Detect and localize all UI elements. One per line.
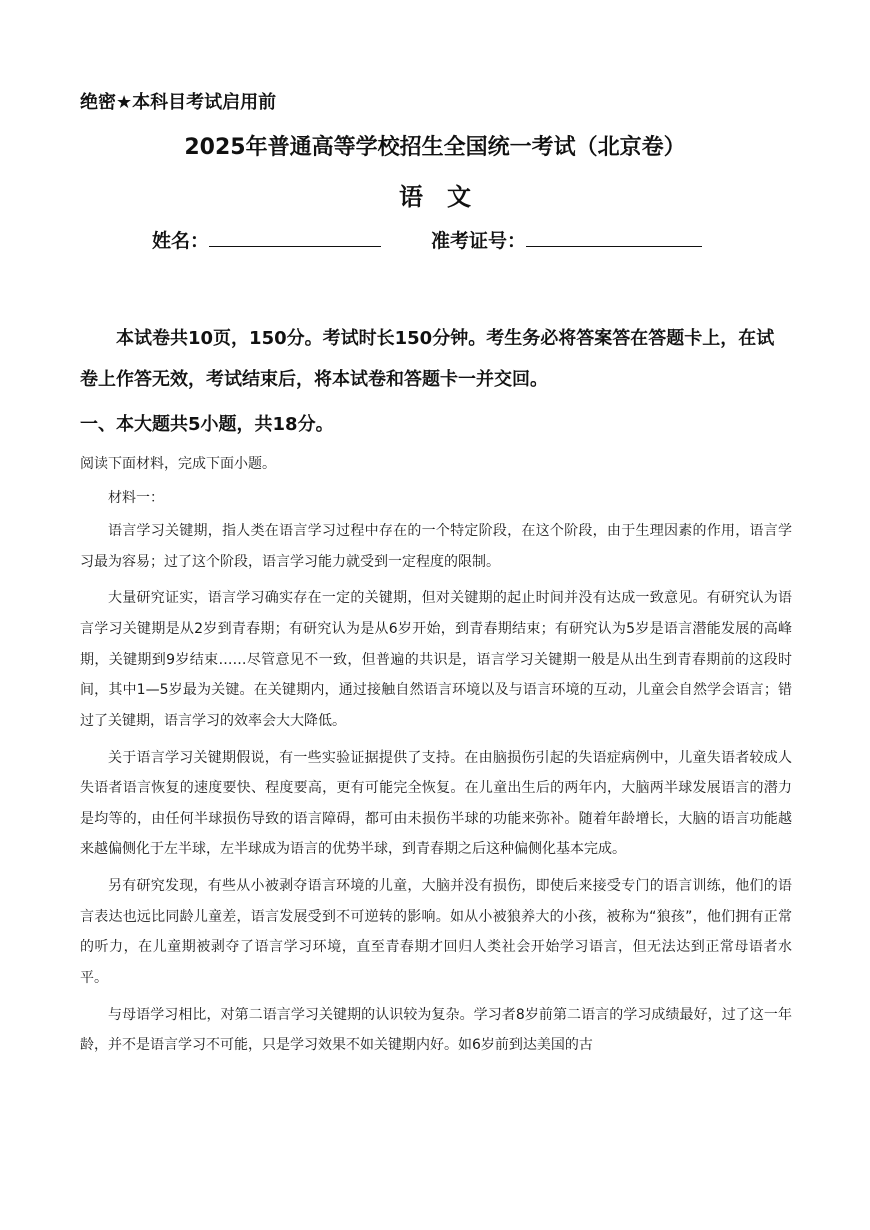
name-label: 姓名： xyxy=(152,230,210,252)
exam-title: 2025年普通高等学校招生全国统一考试（北京卷） xyxy=(184,135,686,160)
name-blank-line xyxy=(209,228,381,247)
material-text xyxy=(80,516,792,1067)
id-label: 准考证号： xyxy=(431,230,527,252)
candidate-info-row xyxy=(152,228,702,254)
paragraph: 语言学习关键期，指人类在语言学习过程中存在的一个特定阶段，在这个阶段，由于生理因素的作用，语言学习最为容易；过了这个阶段，语言学习能力就受到一定程度的限制。 xyxy=(80,523,792,570)
id-blank-line xyxy=(526,228,702,247)
material-label: 材料一： xyxy=(108,490,164,506)
confidential-label: 绝密★本科目考试启用前 xyxy=(80,92,277,113)
reading-intro: 阅读下面材料，完成下面小题。 xyxy=(80,456,276,472)
paragraph: 与母语学习相比，对第二语言学习关键期的认识较为复杂。学习者8岁前第二语言的学习成绩最好，过了这一年龄，并不是语言学习不可能，只是学习效果不如关键期内好。如6岁前到达美国的古 xyxy=(80,1006,792,1054)
paragraph: 关于语言学习关键期假说，有一些实验证据提供了支持。在由脑损伤引起的失语症病例中，儿童失语者较成人失语者语言恢复的速度要快、程度要高，更有可能完全恢复。在儿童出生后的两年内，大脑两半球发展语言的潜力是均等的，由任何半球损伤导致的语言障碍，都可由未损伤半球的功能来弥补。随着年龄增长，大脑的语言功能越来越偏侧化于左半球，左半球成为语言的优势半球，到青春期之后这种偏侧化基本完成。 xyxy=(80,749,792,858)
subject-title: 语文 xyxy=(399,183,495,211)
paragraph: 大量研究证实，语言学习确实存在一定的关键期，但对关键期的起止时间并没有达成一致意见。有研究认为语言学习关键期是从2岁到青春期；有研究认为是从6岁开始，到青春期结束；有研究认为5岁是语言潜能发展的高峰期，关键期到9岁结束……尽管意见不一致，但普遍的共识是，语言学习关键期一般是从出生到青春期前的这段时间，其中1—5岁最为关键。在关键期内，通过接触自然语言环境以及与语言环境的互动，儿童会自然学会语言；错过了关键期，语言学习的效率会大大降低。 xyxy=(80,590,792,729)
paragraph: 另有研究发现，有些从小被剥夺语言环境的儿童，大脑并没有损伤，即使后来接受专门的语言训练，他们的语言表达也远比同龄儿童差，语言发展受到不可逆转的影响。如从小被狼养大的小孩，被称为“狼孩”，他们拥有正常的听力，在儿童期被剥夺了语言学习环境，直至青春期才回归人类社会开始学习语言，但无法达到正常母语者水平。 xyxy=(80,878,792,986)
exam-instructions: 本试卷共10页，150分。考试时长150分钟。考生务必将答案答在答题卡上，在试卷上作答无效，考试结束后，将本试卷和答题卡一并交回。 xyxy=(80,328,775,390)
section-heading: 一、本大题共5小题，共18分。 xyxy=(80,414,334,435)
